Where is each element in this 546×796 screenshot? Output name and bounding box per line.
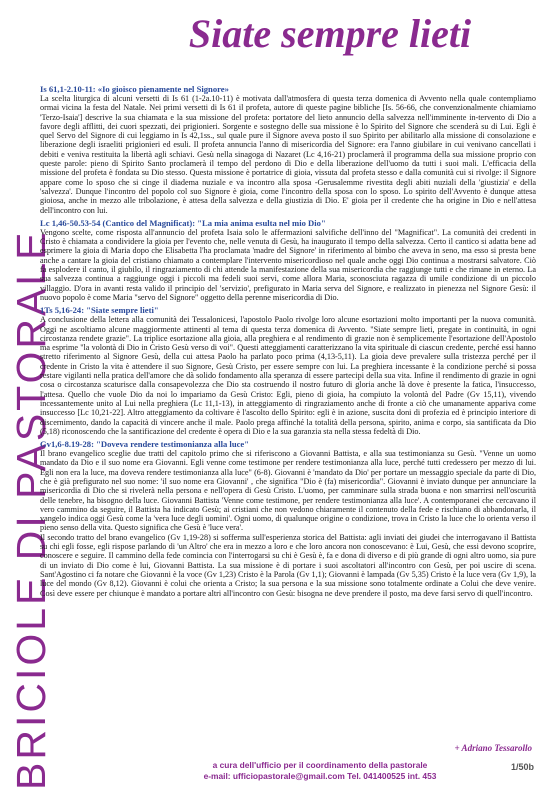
footer (170, 760, 470, 782)
section-text: Vengono scelte, come risposta all'annuncio del profeta Isaia solo le affermazioni salvifiche dell'inno del "Magnificat". La comunità dei credenti in Cristo è chiamata a condividere la gioia per l'evento che, nelle venuta di Gesù, ha inaugurato il tempo della salvezza. Certo il cantico si adatta bene ad esprimere la gioia di Maria dopo che Elisabetta l'ha proclamata 'madre del Signore' in riferimento al bimbo che aveva in seno, ma esso si presta bene anche a cantare la gioia del cristiano chiamato a contemplare l'intervento misericordioso nel quale anche oggi Dio continua a mostrarsi salvatore. Ciò fa esplodere il canto, il giubilo, il ringraziamento di chi attende la manifestazione della sua misericordia che raggiunge tutti e che rimane in eterno. La sua salvezza continua a raggiunge oggi i piccoli ma fedeli suoi servi, come allora Maria, sconosciuta ragazza di umile condizione di un piccolo villaggio. D'ora in avanti resta valido il principio del 'servizio', prefigurato in Maria serva del Signore, e realizzato in pienezza nel Signore Gesù: il nuovo popolo è come Maria "servo del Signore" oggetto della perenne misericordia di Dio. (40, 227, 536, 302)
article-body (40, 84, 536, 601)
footer-office: a cura dell'ufficio per il coordinamento della pastorale (212, 760, 428, 770)
section-heading: Lc 1,46-50.53-54 (Cantico del Magnificat): "La mia anima esulta nel mio Dio" (40, 217, 326, 228)
section-heading: Is 61,1-2.10-11: «Io gioisco pienamente nel Signore» (40, 84, 229, 94)
section-magnificat (40, 218, 536, 302)
page-title: Siate sempre lieti (188, 11, 472, 56)
footer-contact: e-mail: ufficiopastorale@gmail.com Tel. 041400525 int. 453 (203, 771, 437, 781)
section-text: La scelta liturgica di alcuni versetti di Is 61 (1-2a.10-11) è motivata dall'atmosfera di questa terza domenica di Avvento nella quale contempliamo ormai vicina la festa del Natale. Nei primi versetti di Is 61 il profeta, autore di queste pagine bibliche [Is. 56-66, che convenzionalmente chiamiamo 'Terzo-Isaia'] descrive la sua chiamata e la sua missione del profeta: portatore del lieto annuncio della salvezza nell'imminente in-tervento di Dio a favore degli afflitti, dei cuori spezzati, dei prigionieri. Sorgente e sostegno delle sua missione è lo Spirito del Signore che scenderà su di Lui. Egli è quel Servo del Signore di cui leggiamo in Is 42,1ss., sul quale pure il Signore aveva posto il suo Spirito per abilitarlo alla missione di consolazione e liberazione degli israeliti prigionieri ed esuli. Il profeta annuncia l'anno di misericordia del Signore: era l'anno giubilare in cui venivano cancellati i debiti e veniva restituita la libertà agli schiavi. Gesù nella sinagoga di Nazaret (Lc 4,16-21) proclamerà il programma della sua missione proprio con queste parole: pieno di Spirito Santo proclamerà il tempo del perdono di Dio e della liberazione dell'uomo da tutti i suoi mali. L'efficacia della missione del profeta è fondata su Dio stesso. Questa missione è portatrice di gioia, vissuta dal profeta stesso e dalla comunità cui si rivolge: il Signore appare come lo sposo che si cinge il diadema nuziale e va incontro alla sposa -Gerusalemme rivestita degli abiti nuziali della 'giustizia' e della 'salvezza'. Dunque l'incontro del popolo col suo Signore è gioia, come l'incontro della sposa con lo sposo. Lo spirito dell'Avvento è dunque attesa gioiosa, anche in mezzo alle tribolazione, è attesa della salvezza e della giustizia di Dio. E' gioia per il credente che ha origine in Dio e nell'attesa dell'incontro con lui. (40, 94, 536, 215)
section-heading: 1Ts 5,16-24: "Siate sempre lieti" (40, 305, 159, 316)
section-heading: Gv1,6-8.19-28: "Doveva rendere testimonianza alla luce" (40, 439, 249, 450)
page-number: 1/50b (510, 762, 534, 772)
section-text: Il brano evangelico sceglie due tratti del capitolo primo che si riferiscono a Giovanni Battista, e alla sua testimonianza su Gesù. "Venne un uomo mandato da Dio e il suo nome era Giovanni. Egli venne come testimone per rendere testimonianza alla luce, perché tutti credessero per mezzo di lui. Egli non era la luce, ma doveva rendere testimonianza alla luce" (6-8). Giovanni è 'mandato da Dio' per portare un messaggio speciale da parte di Dio, che è già prefigurato nel suo nome: 'il suo nome era Giovanni' , che significa "Dio è (fa) misericordia". Giovanni è inviato dunque per annunciare la misericordia di Dio che si rivelerà nella persona e nell'opera di Gesù Cristo. L'uomo, per camminare sulla strada buona e non smarrirsi nell'oscurità delle tenebre, ha bisogno della luce. Giovanni Battista 'Venne come testimone, per rendere testimonianza alla luce'. A contemporanei che cercavano il vero cammino da seguire, il Battista ha indicato Gesù; ai cristiani che non vedono chiaramente il contenuto della fede e rischiano di abbandonarla, il vangelo indica oggi Gesù come la 'vera luce degli uomini'. Ogni uomo, di qualunque origine o condizione, trova in Cristo la luce che lo orienta verso il pieno senso della vita. Questo significa che Gesù è 'luce vera'. Il secondo tratto del brano evangelico (Gv 1,19-28) si sofferma sull'esperienza storica del Battista: agli inviati dei giudei che interrogavano il Battista su chi egli fosse, egli rispose parlando di 'un Altro' che era in mezzo a loro e che loro ancora non conoscevano: è Lui, Gesù, che essi devono scoprire, conoscere e seguire. Il cammino della fede comincia con l'interrogarsi su chi è Gesù è, fa e dona di diverso e di più grande di ogni altro uomo, sia pure di un inviato di Dio come è lui, Giovanni Battista. La sua missione è di portare i suoi ascoltatori all'incontro con Gesù, per poi uscire di scena. Sant'Agostino ci fa notare che Giovanni è la voce (Gv 1,23) Cristo è la Parola (Gv 1,1); Giovanni è lampada (Gv 5,35) Cristo è la luce vera (Gv 1,9), la luce del mondo (Gv 8,12). Giovanni è colui che orienta a Cristo; la sua persona e la sua missione sono totalmente ordinate a Colui che deve venire. Così deve essere per chiunque è mandato a portare altri all'incontro con Gesù: bisogna ne deve prendere il posto, ma deve farsi servo di quell'incontro. (40, 449, 536, 598)
section-isaia (40, 84, 536, 215)
section-tessalonicesi (40, 305, 536, 436)
section-text: A conclusione della lettera alla comunità dei Tessalonicesi, l'apostolo Paolo rivolge loro alcune esortazioni molto importanti per la nuova comunità. Oggi ne ascoltiamo alcune maggiormente attinenti al tema di questa terza domenica di Avvento. "Siate sempre lieti, pregate in continuità, in ogni circostanza rendete grazie". La triplice esortazione alla gioia, alla preghiera e al rendimento di grazie non è semplicemente l'esortazione dell'Apostolo ma esprime "la volontà di Dio in Cristo Gesù verso di voi". Questi atteggiamenti caratterizzano la vita spirituale di ciascun credente, perché essi hanno stretto riferimento al Signore Gesù, della cui attesa Paolo ha parlato poco prima (4,13-5,11). La gioia deve prevalere sulla tristezza perché per il credente in Cristo la vita è attendere il suo Signore, Gesù Cristo, per essere sempre con lui. La preghiera incessante è la condizione perché si possa restare vigilanti nella pratica dell'amore che dà solido fondamento alla speranza di essere partecipi della sua vita. Infine il rendimento di grazie in ogni cosa o circostanza scaturisce dalla consapevolezza che Dio sta costruendo il nostro futuro di gloria anche là dove è presente la fatica, l'insuccesso, l'attesa. Quello che vuole Dio da noi lo impariamo da Gesù Cristo: Egli, pieno di gioia, ha compiuto la volontà del Padre (Gv 15,11), vivendo incessantemente unito al Lui nella preghiera (Lc 11,1-13), in atteggiamento di ringraziamento anche di fronte a ciò che umanamente appariva come insuccesso [Lc 10,21-22]. Altro atteggiamento da coltivare è l'ascolto dello Spirito: egli è in azione, suscita doni di profezia ed è principio interiore di discernimento, dando la capacità di vincere anche il male. Paolo prega affinché la totalità della persona, spirito, anima e corpo, sia santificata da Dio (5,18) riconoscendo che la santificazione del credente è opera di Dio e la sua garanzia sta nella stessa fedeltà di Dio. (40, 315, 536, 436)
section-vangelo (40, 439, 536, 598)
side-banner (0, 0, 54, 796)
side-title: BRICIOLE DI PASTORALE (8, 229, 54, 790)
author-signature: + Adriano Tessarollo (454, 743, 532, 753)
